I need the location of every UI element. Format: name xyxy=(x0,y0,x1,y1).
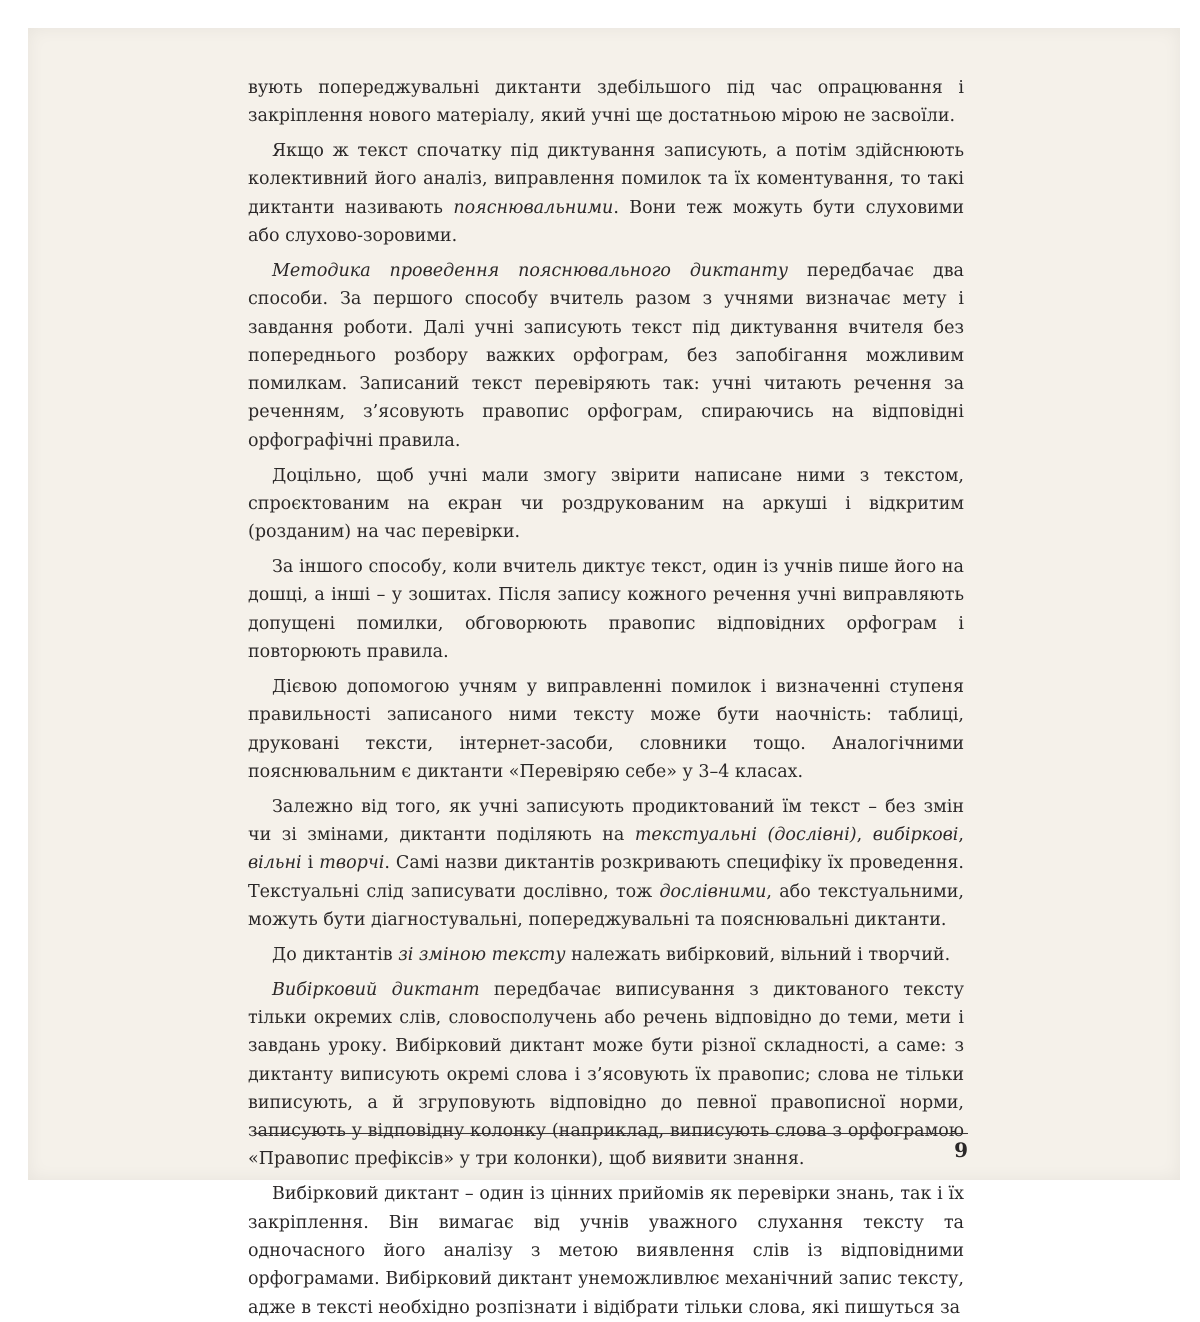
text-run: належать вибірковий, вільний і творчий. xyxy=(565,944,951,965)
text-run: передбачає два способи. За першого способу вчитель разом з учнями визначає мету і завдання роботи. Далі учні записують текст під диктування вчителя без попереднього розбору важких орфограм, без запобігання можливим помилкам. Записаний текст перевіряють так: учні читають речення за реченням, з’ясовують правопис орфограм, спираючись на відповідні орфографічні правила. xyxy=(248,260,964,451)
paragraph xyxy=(248,257,964,455)
page-body-text xyxy=(248,74,964,1322)
paragraph xyxy=(248,1180,964,1321)
paragraph xyxy=(248,462,964,547)
text-run: Якщо ж текст спочатку під диктування записують, а потім здійснюють колективний його аналіз, виправлення помилок та їх коментування, то такі диктанти називають xyxy=(248,141,964,218)
text-run: , або текстуальними, можуть бути діагностувальні, попереджувальні та пояснювальні диктанти. xyxy=(248,881,964,930)
paragraph xyxy=(248,553,964,666)
paragraph xyxy=(248,74,964,131)
footer-divider xyxy=(254,1133,968,1134)
italic-term: пояснювальними xyxy=(453,197,614,218)
text-run: , xyxy=(958,824,964,845)
text-run: і xyxy=(301,853,320,874)
text-run: Залежно від того, як учні записують продиктований їм текст – без змін чи зі змінами, диктанти поділяють на xyxy=(248,796,964,845)
paragraph xyxy=(248,941,964,969)
text-run: . Самі назви диктантів розкривають специфіку їх проведення. Текстуальні слід записувати дослівно, тож xyxy=(248,853,964,902)
paragraph xyxy=(248,793,964,934)
text-run: Вибірковий диктант – один із цінних прийомів як перевірки знань, так і їх закріплення. Він вимагає від учнів уважного слухання тексту та одночасного його аналізу з метою виявлення слів із відповідними орфограмами. Вибірковий диктант унеможливлює механічний запис тексту, адже в тексті необхідно розпізнати і відібрати тільки слова, які пишуться за xyxy=(248,1184,964,1318)
text-run: . Вони теж можуть бути слуховими або слухово-зоровими. xyxy=(248,197,964,247)
text-run: вують попереджувальні диктанти здебільшого під час опрацювання і закріплення нового матеріалу, який учні ще достатньою мірою не засвоїли. xyxy=(248,78,964,127)
page-number: 9 xyxy=(954,1138,968,1162)
text-run: передбачає виписування з диктованого тексту тільки окремих слів, словосполучень або речень відповідно до теми, мети і завдань уроку. Вибірковий диктант може бути різної складності, а саме: з диктанту виписують окремі слова і з’ясовують їх правопис; слова не тільки виписують, а й згруповують відповідно до певної правописної норми, записують у відповідну колонку (наприклад, виписують слова з орфограмою «Правопис префіксів» у три колонки), щоб виявити знання. xyxy=(248,979,964,1170)
italic-term: Вибірковий диктант xyxy=(272,979,480,1000)
paragraph xyxy=(248,673,964,786)
italic-term: текстуальні (дослівні) xyxy=(634,824,857,845)
paragraph xyxy=(248,137,964,250)
paragraph xyxy=(248,976,964,1174)
text-run: Доцільно, щоб учні мали змогу звірити написане ними з текстом, спроєктованим на екран чи роздрукованим на аркуші і відкритим (розданим) на час перевірки. xyxy=(248,465,964,543)
italic-term: зі зміною тексту xyxy=(398,944,566,965)
italic-term: дослівними xyxy=(659,881,767,902)
italic-term: творчі xyxy=(319,853,385,874)
text-run: За іншого способу, коли вчитель диктує текст, один із учнів пише його на дошці, а інші – у зошитах. Після запису кожного речення учні виправляють допущені помилки, обговорюють правопис відповідних орфограм і повторюють правила. xyxy=(248,557,964,663)
italic-term: вільні xyxy=(248,853,302,874)
text-run: До диктантів xyxy=(272,944,399,965)
text-run: , xyxy=(856,824,873,845)
italic-term: вибіркові xyxy=(872,824,959,845)
text-run: Дієвою допомогою учням у виправленні помилок і визначенні ступеня правильності записаного ними тексту може бути наочність: таблиці, друковані тексти, інтернет-засоби, словники тощо. Аналогічними пояснювальним є диктанти «Перевіряю себе» у 3–4 класах. xyxy=(248,676,964,782)
italic-term: Методика проведення пояснювального диктанту xyxy=(272,260,788,281)
